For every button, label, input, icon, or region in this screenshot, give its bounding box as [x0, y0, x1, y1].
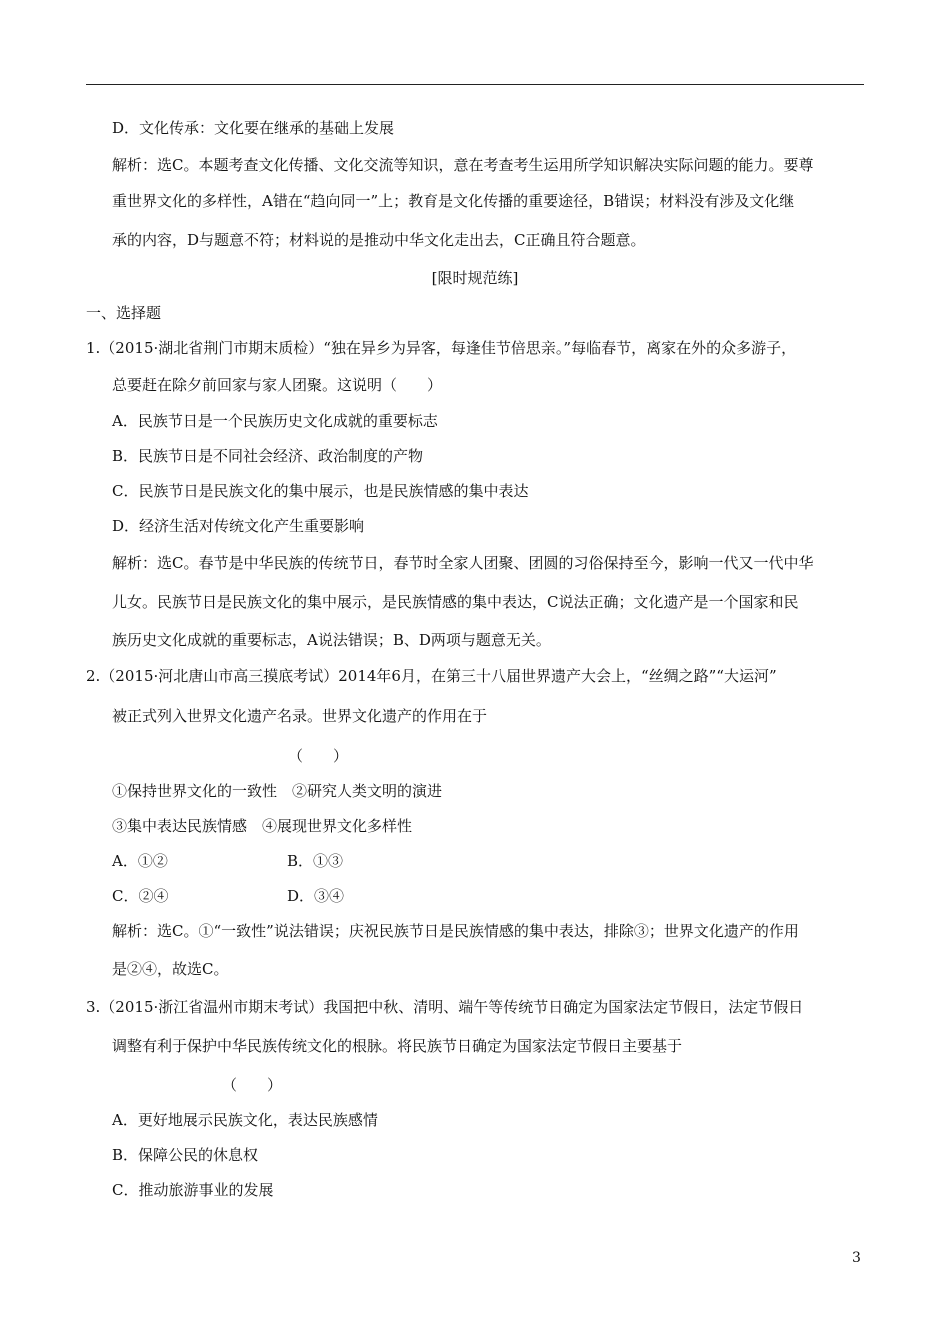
q3-answer-blank: （ ） [222, 1076, 283, 1094]
q2-option-b: B．①③ [287, 852, 344, 870]
part-heading: 一、选择题 [86, 304, 162, 322]
q3-stem-line-2: 调整有利于保护中华民族传统文化的根脉。将民族节日确定为国家法定节假日主要基于 [112, 1037, 683, 1055]
q2-analysis-line-2: 是②④，故选C。 [112, 960, 229, 978]
q2-answer-blank: （ ） [288, 747, 349, 765]
q1-analysis-line-1: 解析：选C。春节是中华民族的传统节日，春节时全家人团聚、团圆的习俗保持至今，影响一代又一代中华 [112, 554, 814, 572]
q1-stem-line-2: 总要赶在除夕前回家与家人团聚。这说明（ ） [112, 376, 443, 394]
prev-analysis-line-1: 解析：选C。本题考查文化传播、文化交流等知识，意在考查考生运用所学知识解决实际问题的能力。要尊 [112, 156, 814, 174]
q3-stem-line-1: 3.（2015·浙江省温州市期末考试）我国把中秋、清明、端午等传统节日确定为国家法定节假日，法定节假日 [86, 998, 804, 1016]
q2-item-line-1: ①保持世界文化的一致性 ②研究人类文明的演进 [112, 782, 443, 800]
q1-stem-line-1: 1.（2015·湖北省荆门市期末质检）“独在异乡为异客，每逢佳节倍思亲。”每临春节，离家在外的众多游子， [86, 339, 797, 357]
q1-analysis-line-2: 儿女。民族节日是民族文化的集中展示，是民族情感的集中表达，C说法正确；文化遗产是一个国家和民 [112, 593, 799, 611]
q2-option-d: D．③④ [287, 887, 345, 905]
prev-option-d: D．文化传承：文化要在继承的基础上发展 [112, 119, 395, 137]
q1-analysis-line-3: 族历史文化成就的重要标志，A说法错误；B、D两项与题意无关。 [112, 631, 551, 649]
q2-option-c: C．②④ [112, 887, 169, 905]
q3-option-a: A．更好地展示民族文化，表达民族感情 [112, 1111, 378, 1129]
prev-analysis-line-2: 重世界文化的多样性，A错在“趋向同一”上；教育是文化传播的重要途径，B错误；材料没有涉及文化继 [112, 192, 795, 210]
section-title: [限时规范练] [431, 269, 519, 287]
q2-option-a: A．①② [112, 852, 168, 870]
q3-option-c: C．推动旅游事业的发展 [112, 1181, 274, 1199]
page-number: 3 [852, 1250, 861, 1266]
q1-option-b: B．民族节日是不同社会经济、政治制度的产物 [112, 447, 424, 465]
header-rule [86, 84, 864, 85]
q2-stem-line-2: 被正式列入世界文化遗产名录。世界文化遗产的作用在于 [112, 707, 488, 725]
q3-option-b: B．保障公民的休息权 [112, 1146, 259, 1164]
q1-option-c: C．民族节日是民族文化的集中展示，也是民族情感的集中表达 [112, 482, 529, 500]
q2-analysis-line-1: 解析：选C。①“一致性”说法错误；庆祝民族节日是民族情感的集中表达，排除③；世界文化遗产的作用 [112, 922, 799, 940]
q1-option-d: D．经济生活对传统文化产生重要影响 [112, 517, 365, 535]
q2-stem-line-1: 2.（2015·河北唐山市高三摸底考试）2014年6月，在第三十八届世界遗产大会上，“丝绸之路”“大运河” [86, 667, 777, 685]
prev-analysis-line-3: 承的内容，D与题意不符；材料说的是推动中华文化走出去，C正确且符合题意。 [112, 231, 646, 249]
q1-option-a: A．民族节日是一个民族历史文化成就的重要标志 [112, 412, 438, 430]
q2-item-line-2: ③集中表达民族情感 ④展现世界文化多样性 [112, 817, 413, 835]
